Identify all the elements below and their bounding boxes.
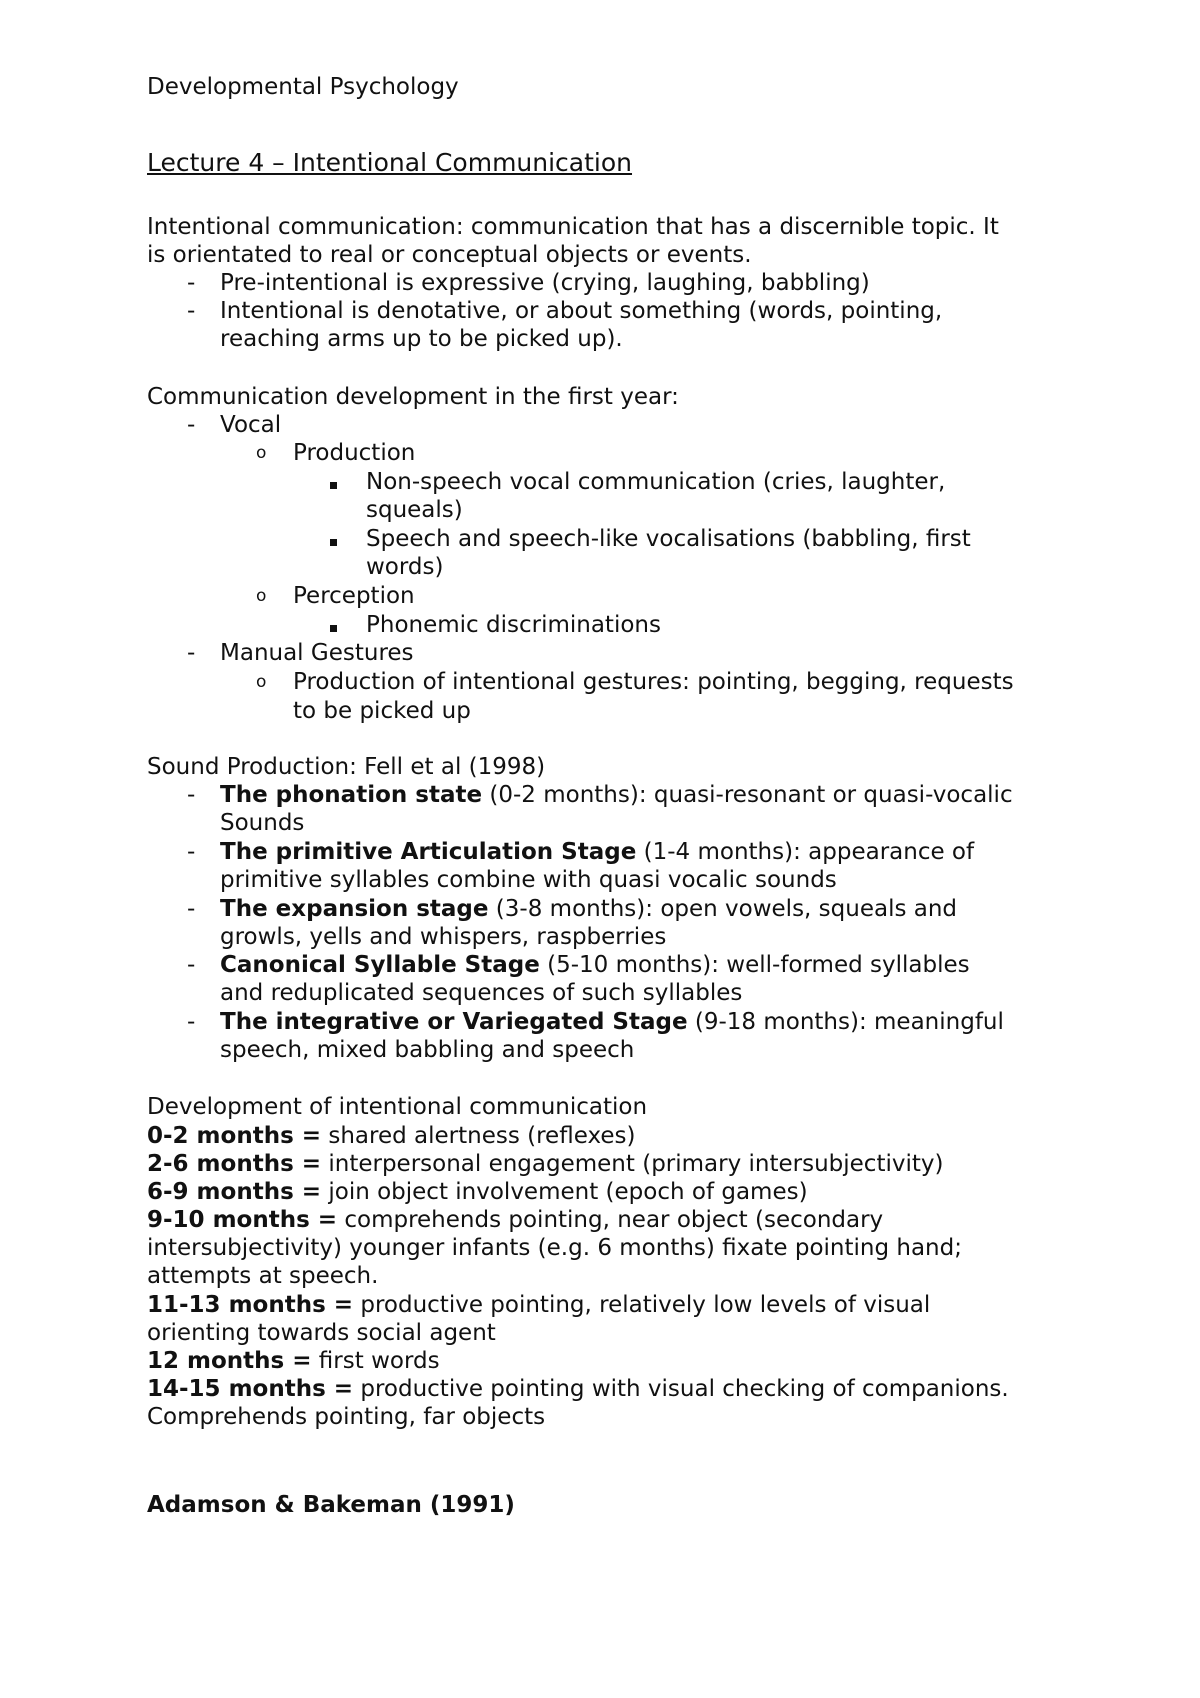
- list-item: Non-speech vocal communication (cries, laughter,: [366, 469, 946, 495]
- development-item-cont: orienting towards social agent: [147, 1320, 496, 1346]
- intro-line: Intentional communication: communication that has a discernible topic. It: [147, 214, 999, 240]
- stage-item: Canonical Syllable Stage (5-10 months): well-formed syllables: [220, 952, 970, 978]
- list-item-production: Production: [293, 440, 416, 466]
- course-header: Developmental Psychology: [147, 74, 459, 100]
- development-item-cont: intersubjectivity) younger infants (e.g. 6 months) fixate pointing hand;: [147, 1235, 962, 1261]
- stage-item: The primitive Articulation Stage (1-4 months): appearance of: [220, 839, 975, 865]
- stage-item-cont: primitive syllables combine with quasi vocalic sounds: [220, 867, 837, 893]
- dash-bullet: -: [187, 782, 196, 808]
- dash-bullet: -: [187, 839, 196, 865]
- intro-bullet-cont: reaching arms up to be picked up).: [220, 326, 623, 352]
- circle-bullet: o: [256, 672, 267, 692]
- section-heading: Development of intentional communication: [147, 1094, 648, 1120]
- development-item: 14-15 months = productive pointing with visual checking of companions.: [147, 1376, 1009, 1402]
- circle-bullet: o: [256, 443, 267, 463]
- stage-item-cont: growls, yells and whispers, raspberries: [220, 924, 667, 950]
- list-item-cont: to be picked up: [293, 698, 471, 724]
- list-item-vocal: Vocal: [220, 412, 282, 438]
- development-item: 9-10 months = comprehends pointing, near object (secondary: [147, 1207, 884, 1233]
- development-item: 12 months = first words: [147, 1348, 440, 1374]
- stage-item: The expansion stage (3-8 months): open vowels, squeals and: [220, 896, 958, 922]
- stage-item-cont: and reduplicated sequences of such syllables: [220, 980, 743, 1006]
- development-item: 11-13 months = productive pointing, relatively low levels of visual: [147, 1292, 931, 1318]
- development-item-cont: attempts at speech.: [147, 1263, 379, 1289]
- list-item: Production of intentional gestures: pointing, begging, requests: [293, 669, 1014, 695]
- intro-line: is orientated to real or conceptual objects or events.: [147, 242, 752, 268]
- dash-bullet: -: [187, 412, 196, 438]
- dash-bullet: -: [187, 896, 196, 922]
- stage-item-cont: Sounds: [220, 810, 305, 836]
- square-bullet-icon: [330, 468, 337, 496]
- list-item-cont: squeals): [366, 497, 463, 523]
- list-item-manual: Manual Gestures: [220, 640, 414, 666]
- dash-bullet: -: [187, 640, 196, 666]
- circle-bullet: o: [256, 586, 267, 606]
- page-title: Lecture 4 – Intentional Communication: [147, 148, 633, 177]
- intro-bullet: Intentional is denotative, or about something (words, pointing,: [220, 298, 943, 324]
- stage-item: The integrative or Variegated Stage (9-18 months): meaningful: [220, 1009, 1004, 1035]
- dash-bullet: -: [187, 298, 196, 324]
- footer-heading: Adamson & Bakeman (1991): [147, 1492, 515, 1518]
- development-item: 6-9 months = join object involvement (epoch of games): [147, 1179, 808, 1205]
- list-item: Speech and speech-like vocalisations (babbling, first: [366, 526, 971, 552]
- development-item: 0-2 months = shared alertness (reflexes): [147, 1123, 636, 1149]
- list-item-cont: words): [366, 554, 444, 580]
- section-heading: Sound Production: Fell et al (1998): [147, 754, 546, 780]
- section-heading: Communication development in the first year:: [147, 384, 679, 410]
- dash-bullet: -: [187, 270, 196, 296]
- square-bullet-icon: [330, 611, 337, 639]
- dash-bullet: -: [187, 952, 196, 978]
- stage-item: The phonation state (0-2 months): quasi-resonant or quasi-vocalic: [220, 782, 1013, 808]
- dash-bullet: -: [187, 1009, 196, 1035]
- list-item-perception: Perception: [293, 583, 415, 609]
- stage-item-cont: speech, mixed babbling and speech: [220, 1037, 635, 1063]
- list-item: Phonemic discriminations: [366, 612, 661, 638]
- development-item-cont: Comprehends pointing, far objects: [147, 1404, 546, 1430]
- square-bullet-icon: [330, 525, 337, 553]
- development-item: 2-6 months = interpersonal engagement (primary intersubjectivity): [147, 1151, 944, 1177]
- intro-bullet: Pre-intentional is expressive (crying, laughing, babbling): [220, 270, 870, 296]
